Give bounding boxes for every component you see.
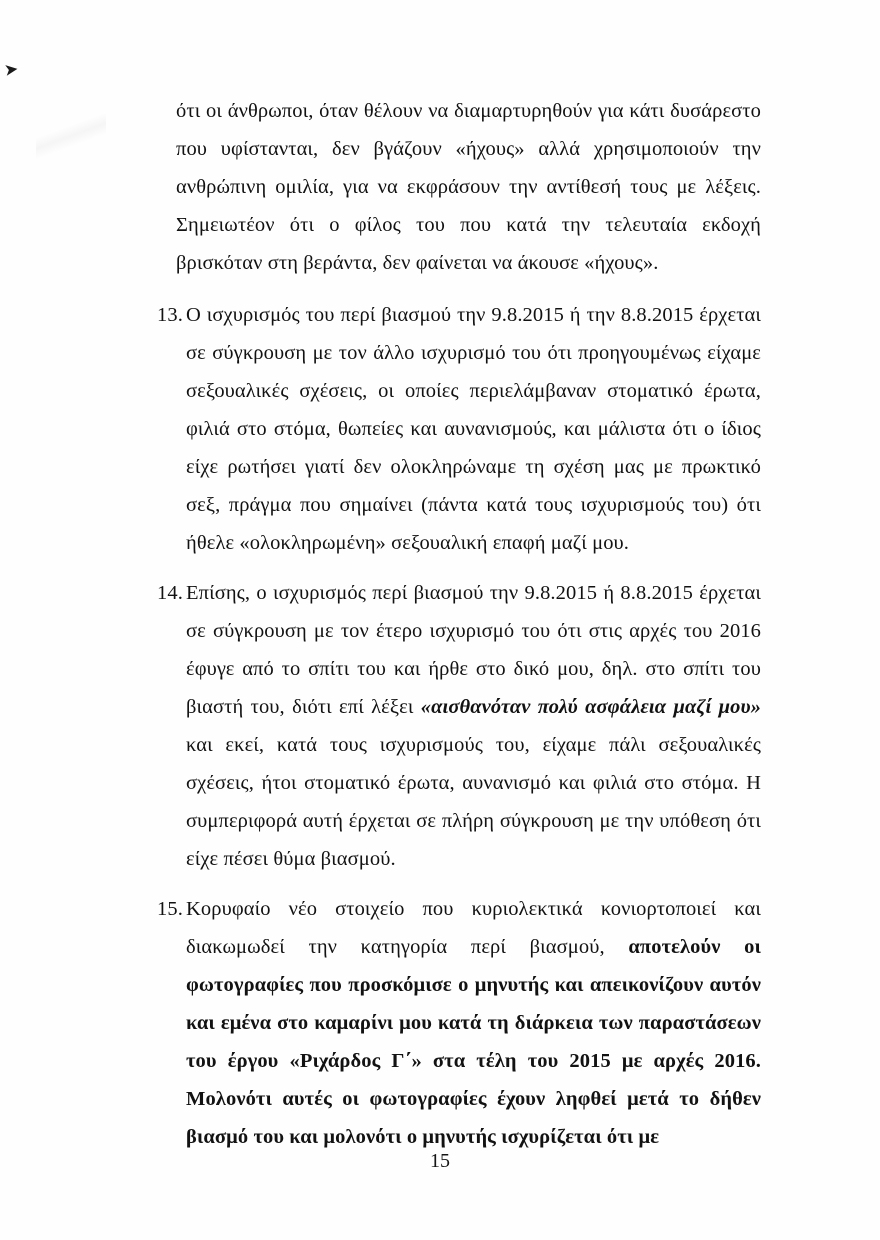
text-run: Ο ισχυρισμός του περί βιασμού την 9.8.2015 ή την 8.8.2015 έρχεται σε σύγκρουση με τον άλλο ισχυρισμό του ότι προηγουμένως είχαμε σεξουαλικές σχέσεις, οι οποίες περιελάμβαναν στοματικό έρωτα, φιλιά στο στόμα, θωπείες και αυνανισμούς, και μάλιστα ότι ο ίδιος είχε ρωτήσει γιατί δεν ολοκληρώναμε τη σχέση μας με πρωκτικό σεξ, πράγμα που σημαίνει (πάντα κατά τους ισχυρισμούς του) ότι ήθελε «ολοκληρωμένη» σεξουαλική επαφή μαζί μου. [186,304,761,554]
list-item-number: 14. [157,582,183,604]
text-run: και εκεί, κατά τους ισχυρισμούς του, είχαμε πάλι σεξουαλικές σχέσεις, ήτοι στοματικό έρωτα, αυνανισμό και φιλιά στο στόμα. Η συμπεριφορά αυτή έρχεται σε πλήρη σύγκρουση με την υπόθεση ότι είχε πέσει θύμα βιασμού. [186,734,761,870]
list-item-number: 13. [157,304,183,326]
page-number: 15 [430,1150,450,1172]
page-body [157,92,761,1156]
text-run: Κορυφαίο νέο στοιχείο που κυριολεκτικά κονιορτοποιεί και διακωμωδεί την κατηγορία περί βιασμού, [186,898,761,958]
ink-mark-icon: ➤ [2,59,20,81]
emphasis-run: αποτελούν οι φωτογραφίες που προσκόμισε ο μηνυτής και απεικονίζουν αυτόν και εμένα στο καμαρίνι μου κατά τη διάρκεια των παραστάσεων του έργου «Ριχάρδος Γ΄» στα τέλη του 2015 με αρχές 2016. Μολονότι αυτές οι φωτογραφίες έχουν ληφθεί μετά το δήθεν βιασμό του και μολονότι ο μηνυτής ισχυρίζεται ότι με [186,936,761,1148]
list-item-text [186,898,761,1148]
emphasis-run: «αισθανόταν πολύ ασφάλεια μαζί μου» [420,696,761,718]
numbered-list [157,296,761,1156]
list-item [157,890,761,1156]
text-run: Επίσης, ο ισχυρισμός περί βιασμού την 9.8.2015 ή 8.8.2015 έρχεται σε σύγκρουση με τον έτερο ισχυρισμό του ότι στις αρχές του 2016 έφυγε από το σπίτι του και ήρθε στο δικό μου, δηλ. στο σπίτι του βιαστή του, διότι επί λέξει [186,582,761,718]
scan-streak [36,36,106,236]
intro-paragraph: ότι οι άνθρωποι, όταν θέλουν να διαμαρτυρηθούν για κάτι δυσάρεστο που υφίστανται, δεν βγάζουν «ήχους» αλλά χρησιμοποιούν την ανθρώπινη ομιλία, για να εκφράσουν την αντίθεσή τους με λέξεις. Σημειωτέον ότι ο φίλος του που κατά την τελευταία εκδοχή βρισκόταν στη βεράντα, δεν φαίνεται να άκουσε «ήχους». [176,100,761,274]
list-item-text [186,304,761,554]
list-item [157,574,761,878]
list-item [157,296,761,562]
list-item-text [186,582,761,870]
list-item-number: 15. [157,898,183,920]
